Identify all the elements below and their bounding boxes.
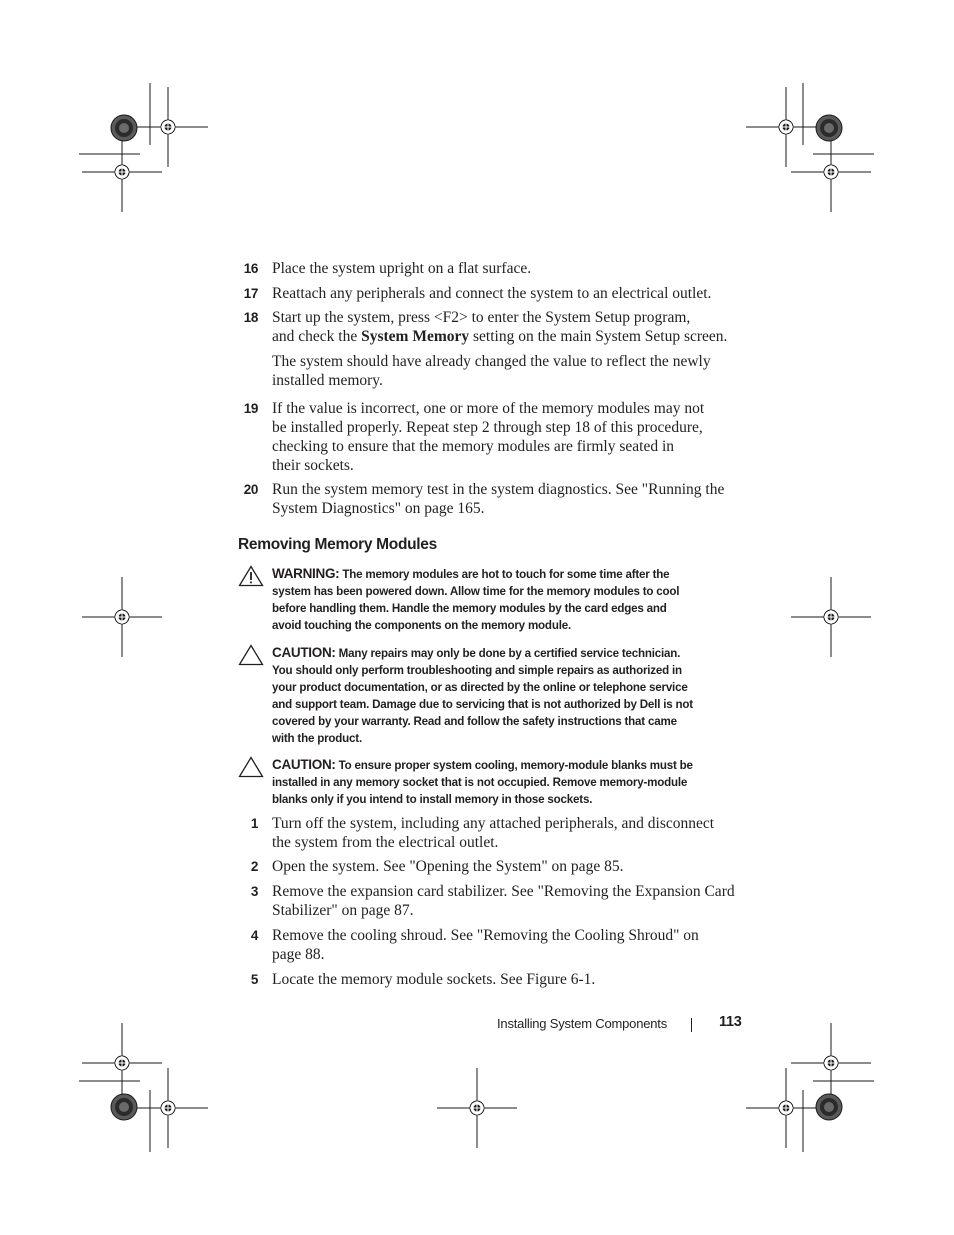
registration-mark-icon [128, 1068, 208, 1148]
step-item [238, 857, 738, 876]
step-text [272, 308, 738, 346]
registration-mark-icon [82, 577, 162, 657]
step-line: Stabilizer" on page 87. [272, 902, 414, 919]
step-item [238, 970, 738, 989]
step-line: page 88. [272, 946, 325, 963]
notice-line-text: Many repairs may only be done by a certified service technician. [335, 647, 681, 660]
step-item [238, 882, 738, 920]
step-item [238, 814, 738, 852]
step-line: Run the system memory test in the system diagnostics. See "Running the [272, 481, 725, 498]
step-note-line: installed memory. [272, 372, 383, 389]
step-text [272, 926, 738, 964]
caution-text [272, 756, 728, 808]
caution-notice [238, 644, 728, 747]
notice-line-text: To ensure proper system cooling, memory-module blanks must be [335, 759, 693, 772]
step-number: 16 [243, 261, 258, 276]
warning-triangle-icon [238, 565, 264, 587]
step-line-part: and check the [272, 328, 362, 345]
notice-line: before handling them. Handle the memory modules by the card edges and [272, 602, 667, 615]
warning-text [272, 565, 728, 634]
notice-line: avoid touching the components on the memory module. [272, 619, 571, 632]
registration-mark-icon [128, 87, 208, 167]
caution-label: CAUTION: [272, 757, 336, 772]
notice-line: blanks only if you intend to install memory in those sockets. [272, 793, 593, 806]
step-text [272, 882, 738, 920]
step-line: their sockets. [272, 457, 354, 474]
step-line: System Diagnostics" on page 165. [272, 500, 485, 517]
caution-label: CAUTION: [272, 645, 336, 660]
notice-line: You should only perform troubleshooting and simple repairs as authorized in [272, 664, 682, 677]
registration-mark-icon [746, 1068, 826, 1148]
step-line: Remove the cooling shroud. See "Removing the Cooling Shroud" on [272, 927, 699, 944]
step-number: 2 [250, 859, 258, 874]
menu-option-name: System Memory [361, 328, 470, 345]
caution-triangle-icon [238, 756, 264, 778]
step-number: 19 [243, 401, 258, 416]
step-text [272, 399, 738, 475]
warning-label: WARNING: [272, 566, 340, 581]
step-item [238, 399, 738, 475]
section-heading: Removing Memory Modules [238, 536, 437, 553]
notice-line-text: The memory modules are hot to touch for some time after the [339, 568, 670, 581]
step-text [272, 814, 738, 852]
step-text: Place the system upright on a flat surface. [272, 260, 532, 277]
step-note-line: The system should have already changed the value to reflect the newly [272, 353, 711, 370]
step-line: Start up the system, press <F2> to enter the System Setup program, [272, 309, 691, 326]
caution-notice [238, 756, 728, 808]
caution-triangle-icon [238, 644, 264, 666]
step-number: 18 [243, 310, 258, 325]
notice-line: your product documentation, or as directed by the online or telephone service [272, 681, 688, 694]
notice-line: installed in any memory socket that is not occupied. Remove memory-module [272, 776, 688, 789]
step-line [272, 327, 738, 346]
registration-mark-icon [437, 1068, 517, 1148]
notice-line [272, 756, 728, 774]
step-item [238, 926, 738, 964]
step-number: 1 [250, 816, 258, 831]
step-item [238, 308, 738, 346]
footer-divider [691, 1018, 692, 1032]
step-text [272, 857, 738, 876]
color-wheel-icon [111, 1094, 137, 1120]
notice-line: covered by your warranty. Read and follow the safety instructions that came [272, 715, 677, 728]
step-line: the system from the electrical outlet. [272, 834, 499, 851]
step-line-part: setting on the main System Setup screen. [469, 328, 728, 345]
color-wheel-icon [816, 1094, 842, 1120]
notice-line: system has been powered down. Allow time for the memory modules to cool [272, 585, 680, 598]
notice-line [272, 644, 728, 662]
step-note [272, 352, 742, 390]
notice-line: and support team. Damage due to servicing that is not authorized by Dell is not [272, 698, 693, 711]
step-text [272, 480, 738, 518]
step-item [238, 259, 738, 278]
warning-notice [238, 565, 728, 634]
step-line: If the value is incorrect, one or more of the memory modules may not [272, 400, 705, 417]
step-line: Remove the expansion card stabilizer. See "Removing the Expansion Card [272, 883, 735, 900]
step-line: Open the system. See "Opening the System" on page 85. [272, 858, 624, 875]
step-item [238, 480, 738, 518]
notice-line: with the product. [272, 732, 362, 745]
step-number: 17 [243, 286, 258, 301]
footer-chapter-title: Installing System Components [497, 1016, 667, 1031]
registration-mark-icon [746, 87, 826, 167]
step-line: Turn off the system, including any attached peripherals, and disconnect [272, 815, 715, 832]
registration-mark-icon [791, 577, 871, 657]
color-wheel-icon [111, 115, 137, 141]
notice-line [272, 565, 728, 583]
page-number: 113 [719, 1014, 742, 1030]
step-number: 20 [243, 482, 258, 497]
step-number: 3 [250, 884, 258, 899]
step-item [238, 284, 738, 303]
caution-text [272, 644, 728, 747]
step-line: be installed properly. Repeat step 2 through step 18 of this procedure, [272, 419, 703, 436]
step-number: 4 [250, 928, 258, 943]
step-line: Locate the memory module sockets. See Figure 6-1. [272, 971, 596, 988]
step-text: Reattach any peripherals and connect the system to an electrical outlet. [272, 285, 712, 302]
step-line: checking to ensure that the memory modules are firmly seated in [272, 438, 675, 455]
step-number: 5 [250, 972, 258, 987]
color-wheel-icon [816, 115, 842, 141]
step-text [272, 970, 738, 989]
